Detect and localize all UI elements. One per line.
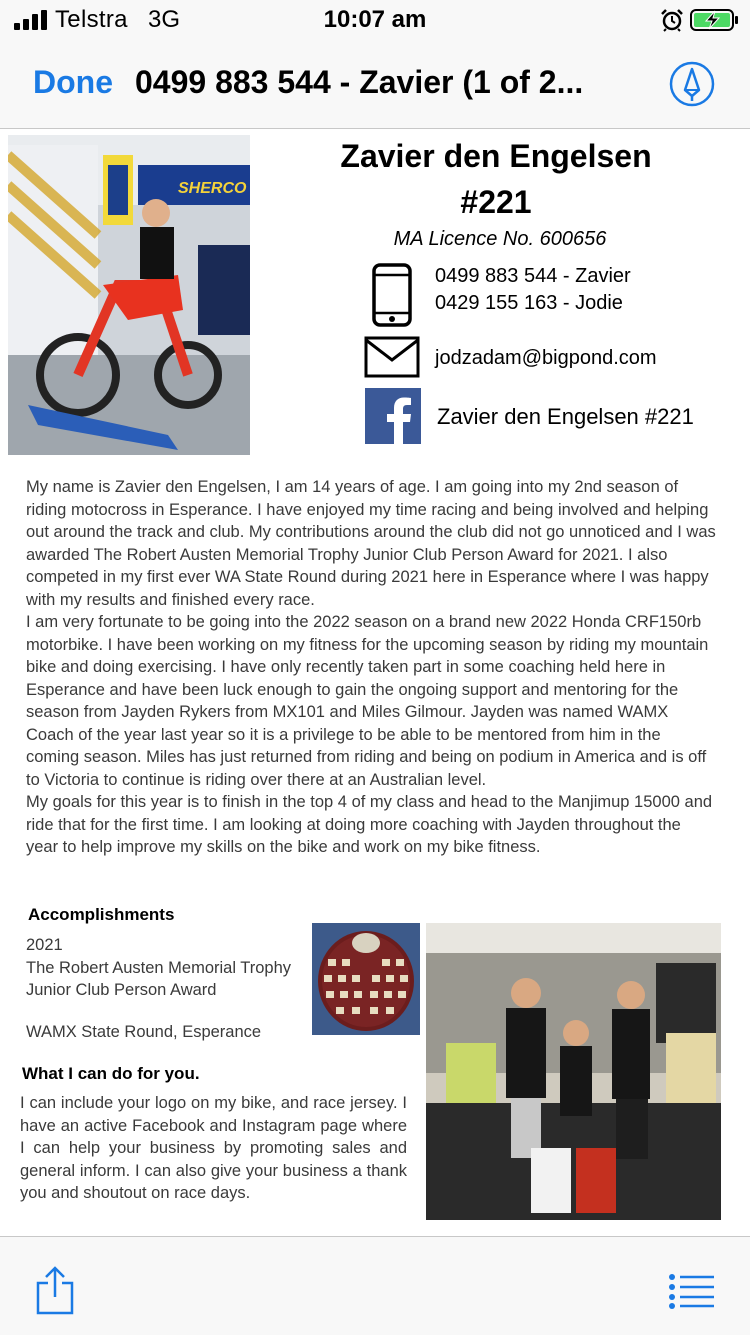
trophy-award: Junior Club Person Award bbox=[26, 981, 217, 999]
accomplishments-heading: Accomplishments bbox=[28, 905, 175, 924]
network-type: 3G bbox=[148, 6, 181, 33]
markup-pen-icon[interactable] bbox=[668, 60, 716, 108]
alarm-clock-icon bbox=[660, 8, 684, 32]
envelope-icon bbox=[364, 336, 420, 378]
bio-text bbox=[26, 476, 716, 859]
offer-heading: What I can do for you. bbox=[22, 1064, 200, 1083]
facebook-icon bbox=[365, 388, 421, 444]
bio-paragraph-2: I am very fortunate to be going into the 2022 season on a brand new 2022 Honda CRF150rb motorbike. I have been working on my fitness for the upcoming season by riding my mountain bike and doing exercising. I have only recently taken part in some coaching held here in Esperance and have been luck enough to gain the ongoing support and mentoring for the season from Jayden Rykers from MX101 and Miles Gilmour. Jayden was named WAMX Coach of the year last year so it is a privilege to be able to be mentored from him in the coming season. Miles has just returned from riding and being on podium in America and is off to Victoria to continue is riding over there at an Australian level. bbox=[26, 613, 709, 789]
carrier-name: Telstra bbox=[55, 6, 128, 33]
rider-name-line1: Zavier den Engelsen bbox=[340, 138, 652, 174]
navigation-bar bbox=[0, 40, 750, 129]
trophy-name: The Robert Austen Memorial Trophy bbox=[26, 958, 292, 977]
offer-text: I can include your logo on my bike, and race jersey. I have an active Facebook and Instagram page where I can help your business by promoting sales and general inform. I can also give your business a thank you and shoutout on race days. bbox=[20, 1094, 407, 1202]
phone-jodie[interactable]: 0429 155 163 - Jodie bbox=[435, 292, 623, 314]
profile-photo bbox=[8, 135, 250, 455]
clock: 10:07 am bbox=[323, 6, 427, 33]
status-bar bbox=[0, 0, 750, 40]
phone-icon bbox=[372, 263, 412, 327]
trophy-shield-photo bbox=[312, 923, 420, 1035]
accomplishment-year: 2021 bbox=[26, 936, 63, 954]
svg-text:SHERCO: SHERCO bbox=[178, 180, 247, 197]
bio-paragraph-3: My goals for this year is to finish in the top 4 of my class and head to the Manjimup 15000 and ride that for the first time. I am looking at doing more coaching with Jayden throughout the year to help improve my skills on the bike and work on my bike fitness. bbox=[26, 793, 713, 856]
email-link[interactable]: jodzadam@bigpond.com bbox=[435, 347, 657, 369]
phone-zavier[interactable]: 0499 883 544 - Zavier bbox=[435, 265, 631, 287]
accomplishment-state-round: WAMX State Round, Esperance bbox=[26, 1023, 262, 1041]
bottom-toolbar bbox=[0, 1236, 750, 1335]
rider-name bbox=[270, 133, 722, 225]
bio-paragraph-1: My name is Zavier den Engelsen, I am 14 years of age. I am going into my 2nd season of riding motocross in Esperance. I have enjoyed my time racing and being involved and helping out around the track and club. My contributions around the club did not go unnoticed and I was awarded The Robert Austen Memorial Trophy Junior Club Person Award for 2021. I also competed in my first ever WA State Round during 2021 here in Esperance where I was happy with my results and finished every race. bbox=[26, 478, 716, 609]
licence-number: MA Licence No. 600656 bbox=[393, 228, 607, 250]
share-icon[interactable] bbox=[34, 1265, 76, 1315]
page-title: 0499 883 544 - Zavier (1 of 2... bbox=[135, 64, 584, 100]
done-button[interactable]: Done bbox=[33, 64, 113, 100]
rider-number: #221 bbox=[460, 184, 532, 220]
battery-charging-icon bbox=[690, 8, 740, 32]
coaches-photo bbox=[426, 923, 721, 1220]
accomplishment-trophy bbox=[26, 934, 316, 1002]
facebook-page[interactable]: Zavier den Engelsen #221 bbox=[437, 404, 694, 429]
list-icon[interactable] bbox=[668, 1273, 716, 1309]
